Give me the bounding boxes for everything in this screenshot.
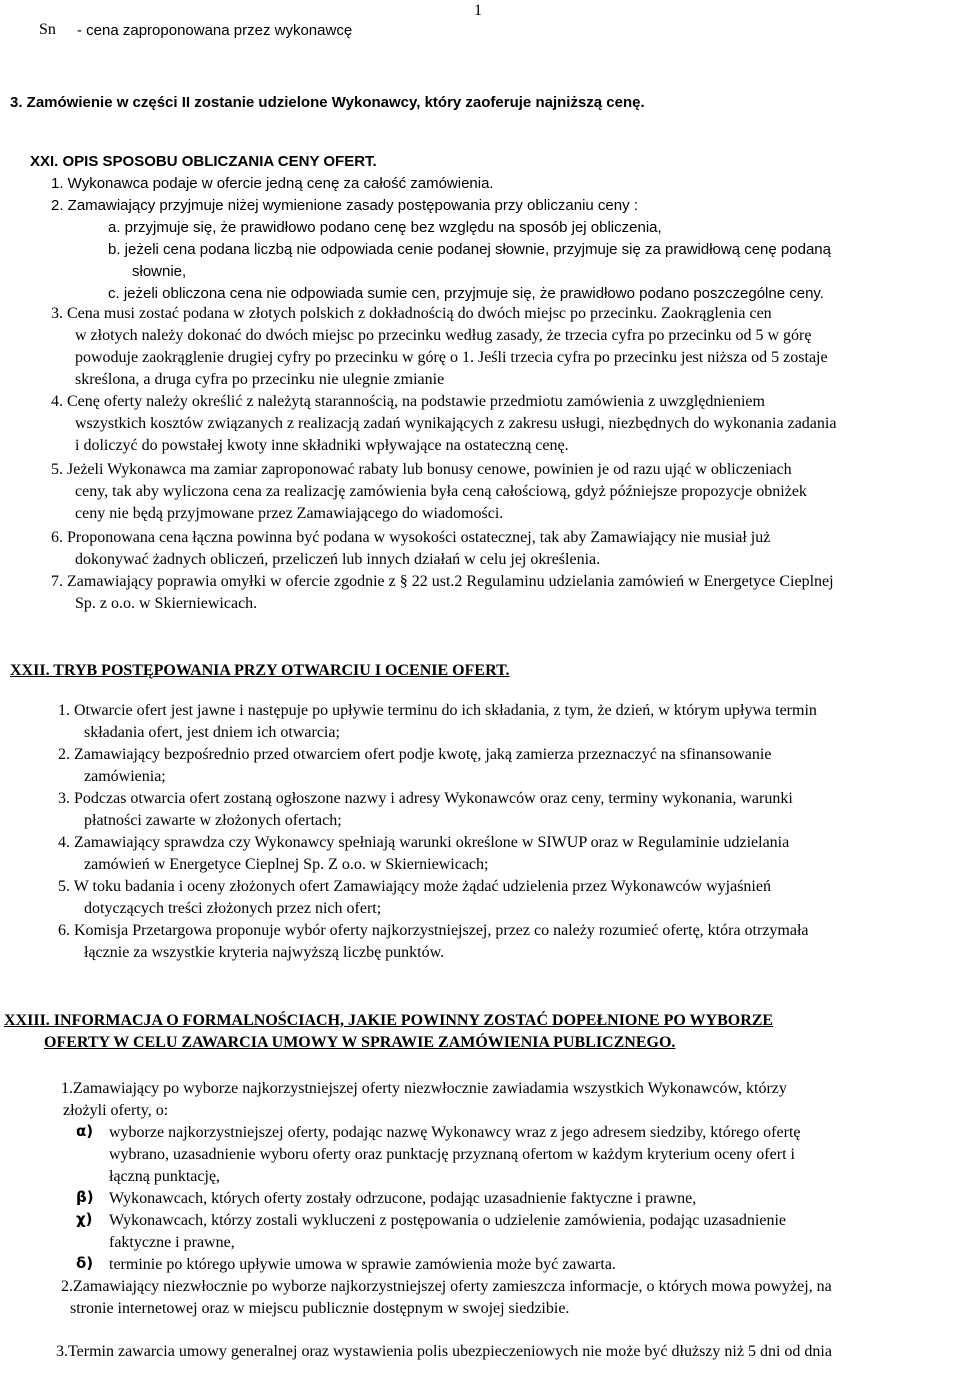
- list-marker-alpha: α): [76, 1122, 94, 1140]
- page-number: 1: [474, 2, 482, 19]
- xxiii-line: faktyczne i prawne,: [109, 1234, 235, 1251]
- xxi-line: 1. Wykonawca podaje w ofercie jedną cenę za całość zamówienia.: [51, 175, 494, 192]
- xxi-line: powoduje zaokrąglenie drugiej cyfry po przecinku w górę o 1. Jeśli trzecia cyfra po przecinku jest niższa od 5 zostaje: [75, 349, 828, 366]
- xxiii-line: wybrano, uzasadnienie wyboru oferty oraz punktację przyznaną ofertom w każdym kryterium oceny ofert i: [109, 1146, 795, 1163]
- section-xxiii-heading-line-1: XXIII. INFORMACJA O FORMALNOŚCIACH, JAKIE POWINNY ZOSTAĆ DOPEŁNIONE PO WYBORZE: [4, 1012, 774, 1029]
- xxii-line: 1. Otwarcie ofert jest jawne i następuje po upływie terminu do ich składania, z tym, że dzień, w którym upływa termin: [58, 702, 817, 719]
- xxi-line: 6. Proponowana cena łączna powinna być podana w wysokości ostatecznej, tak aby Zamawiający nie musiał już: [51, 529, 771, 546]
- xxii-line: łącznie za wszystkie kryteria najwyższą liczbę punktów.: [84, 944, 445, 961]
- xxiii-line: 1.Zamawiający po wyborze najkorzystniejszej oferty niezwłocznie zawiadamia wszystkich Wykonawców, którzy: [61, 1080, 787, 1097]
- xxi-line: słownie,: [132, 263, 187, 280]
- xxi-line: w złotych należy dokonać do dwóch miejsc po przecinku według zasady, że trzecia cyfra po przecinku od 5 w górę: [75, 327, 812, 344]
- xxiii-line: złożyli oferty, o:: [63, 1102, 169, 1119]
- xxi-line: wszystkich kosztów związanych z realizacją zadań wynikających z zakresu usługi, niezbędnych do wykonania zadania: [75, 415, 837, 432]
- xxi-line: Sp. z o.o. w Skierniewicach.: [75, 595, 258, 612]
- section-xxi-heading: XXI. OPIS SPOSOBU OBLICZANIA CENY OFERT.: [30, 153, 377, 170]
- xxii-line: płatności zawarte w złożonych ofertach;: [84, 812, 342, 829]
- xxi-line: 5. Jeżeli Wykonawca ma zamiar zaproponować rabaty lub bonusy cenowe, powinien je od razu ująć w obliczeniach: [51, 461, 792, 478]
- xxi-line: i doliczyć do powstałej kwoty inne składniki wpływające na ostateczną cenę.: [75, 437, 569, 454]
- xxi-line: ceny nie będą przyjmowane przez Zamawiającego do wiadomości.: [75, 505, 504, 522]
- xxii-line: dotyczących treści złożonych przez nich ofert;: [84, 900, 382, 917]
- xxiii-line: Wykonawcach, których oferty zostały odrzucone, podając uzasadnienie faktyczne i prawne,: [109, 1190, 697, 1207]
- xxi-line: 4. Cenę oferty należy określić z należytą starannością, na podstawie przedmiotu zamówienia z uwzględnieniem: [51, 393, 765, 410]
- list-marker-beta: β): [76, 1188, 94, 1206]
- xxii-line: 3. Podczas otwarcia ofert zostaną ogłoszone nazwy i adresy Wykonawców oraz ceny, terminy wykonania, warunki: [58, 790, 793, 807]
- list-marker-delta: δ): [76, 1254, 94, 1272]
- xxiii-line: łączną punktację,: [109, 1168, 221, 1185]
- xxii-line: 5. W toku badania i oceny złożonych ofert Zamawiający może żądać udzielenia przez Wykonawców wyjaśnień: [58, 878, 771, 895]
- xxiii-line: Wykonawcach, którzy zostali wykluczeni z postępowania o udzielenie zamówienia, podając uzasadnienie: [109, 1212, 786, 1229]
- xxi-line: 3. Cena musi zostać podana w złotych polskich z dokładnością do dwóch miejsc po przecinku. Zaokrąglenia cen: [51, 305, 772, 322]
- xxii-line: zamówień w Energetyce Cieplnej Sp. Z o.o. w Skierniewicach;: [84, 856, 489, 873]
- xxi-line: skreślona, a druga cyfra po przecinku nie ulegnie zmianie: [75, 371, 445, 388]
- xxii-line: 2. Zamawiający bezpośrednio przed otwarciem ofert podje kwotę, jaką zamierza przeznaczyć na sfinansowanie: [58, 746, 772, 763]
- xxi-line: a. przyjmuje się, że prawidłowo podano cenę bez względu na sposób jej obliczenia,: [108, 219, 662, 236]
- footnote-mark: Sn: [39, 21, 56, 38]
- footnote-text: - cena zaproponowana przez wykonawcę: [77, 22, 353, 39]
- xxi-line: 7. Zamawiający poprawia omyłki w ofercie zgodnie z § 22 ust.2 Regulaminu udzielania zamówień w Energetyce Cieplnej: [51, 573, 834, 590]
- xxiii-line: terminie po którego upływie umowa w sprawie zamówienia może być zawarta.: [109, 1256, 616, 1273]
- xxiii-line: 3.Termin zawarcia umowy generalnej oraz wystawienia polis ubezpieczeniowych nie może być dłuższy niż 5 dni od dnia: [56, 1343, 832, 1360]
- xxiii-line: stronie internetowej oraz w miejscu publicznie dostępnym w swojej siedzibie.: [70, 1300, 570, 1317]
- xxii-line: 6. Komisja Przetargowa proponuje wybór oferty najkorzystniejszej, przez co należy rozumieć ofertę, która otrzymała: [58, 922, 809, 939]
- xxi-line: ceny, tak aby wyliczona cena za realizację zamówienia była ceną całościową, gdyż późniejsze propozycje obniżek: [75, 483, 807, 500]
- xxii-line: zamówienia;: [84, 768, 166, 785]
- xxii-line: 4. Zamawiający sprawdza czy Wykonawcy spełniają warunki określone w SIWUP oraz w Regulaminie udzielania: [58, 834, 790, 851]
- xxi-line: c. jeżeli obliczona cena nie odpowiada sumie cen, przyjmuje się, że prawidłowo podano poszczególne ceny.: [108, 285, 824, 302]
- xxiii-line: wyborze najkorzystniejszej oferty, podając nazwę Wykonawcy wraz z jego adresem siedziby, którego ofertę: [109, 1124, 801, 1141]
- section-xxiii-heading-line-2: OFERTY W CELU ZAWARCIA UMOWY W SPRAWIE ZAMÓWIENIA PUBLICZNEGO.: [44, 1034, 676, 1051]
- xxiii-line: 2.Zamawiający niezwłocznie po wyborze najkorzystniejszej oferty zamieszcza informacje, o których mowa powyżej, na: [61, 1278, 832, 1295]
- xxi-line: 2. Zamawiający przyjmuje niżej wymienione zasady postępowania przy obliczaniu ceny :: [51, 197, 638, 214]
- xxii-line: składania ofert, jest dniem ich otwarcia;: [84, 724, 340, 741]
- list-marker-chi: χ): [76, 1210, 93, 1228]
- intro-item-3: 3. Zamówienie w części II zostanie udzielone Wykonawcy, który zaoferuje najniższą cenę.: [10, 94, 645, 111]
- xxi-line: b. jeżeli cena podana liczbą nie odpowiada cenie podanej słownie, przyjmuje się za prawidłową cenę podaną: [108, 241, 831, 258]
- xxi-line: dokonywać żadnych obliczeń, przeliczeń lub innych działań w celu jej określenia.: [75, 551, 601, 568]
- section-xxii-heading: XXII. TRYB POSTĘPOWANIA PRZY OTWARCIU I OCENIE OFERT.: [10, 662, 510, 679]
